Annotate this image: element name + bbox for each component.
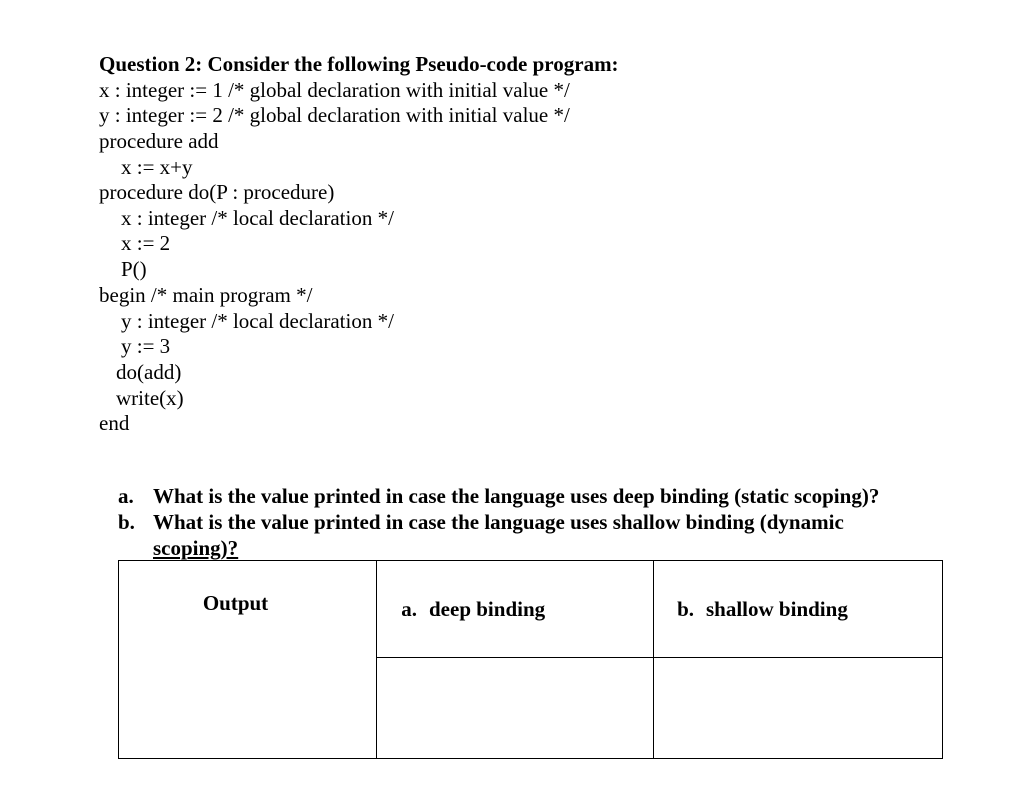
code-line-global-y: y : integer := 2 /* global declaration with initial value */ [99, 103, 570, 127]
code-line-end: end [99, 411, 130, 435]
output-header-cell [119, 561, 377, 759]
question-b-text-line-2: scoping)? [153, 536, 239, 560]
code-line-call-p: P() [121, 257, 147, 281]
question-b-text-line-1: What is the value printed in case the language uses shallow binding (dynamic [153, 510, 844, 534]
question-a-marker: a. [118, 484, 134, 508]
code-line-do-local-x: x : integer /* local declaration */ [121, 206, 394, 230]
code-line-main-local-y: y : integer /* local declaration */ [121, 309, 394, 333]
question-heading: Question 2: Consider the following Pseudo-code program: [99, 52, 619, 76]
deep-binding-header-cell [377, 561, 654, 658]
code-line-global-x: x : integer := 1 /* global declaration with initial value */ [99, 78, 570, 102]
shallow-binding-answer-cell[interactable] [654, 658, 943, 759]
shallow-binding-label: shallow binding [706, 596, 848, 621]
shallow-binding-header-cell [654, 561, 943, 658]
code-line-begin-main: begin /* main program */ [99, 283, 313, 307]
code-line-write-x: write(x) [116, 386, 184, 410]
code-line-main-assign-y: y := 3 [121, 334, 171, 358]
deep-binding-marker: a. [401, 596, 417, 621]
code-line-procedure-do: procedure do(P : procedure) [99, 180, 335, 204]
deep-binding-label: deep binding [429, 596, 546, 621]
code-line-add-body: x := x+y [121, 155, 193, 179]
question-a-text: What is the value printed in case the language uses deep binding (static scoping)? [153, 484, 880, 508]
output-label: Output [202, 591, 269, 615]
question-b-marker: b. [118, 510, 135, 534]
shallow-binding-marker: b. [677, 596, 694, 621]
code-line-do-assign-x: x := 2 [121, 231, 171, 255]
code-line-call-do: do(add) [116, 360, 182, 384]
answer-table [118, 560, 943, 759]
code-line-procedure-add: procedure add [99, 129, 219, 153]
deep-binding-answer-cell[interactable] [377, 658, 654, 759]
